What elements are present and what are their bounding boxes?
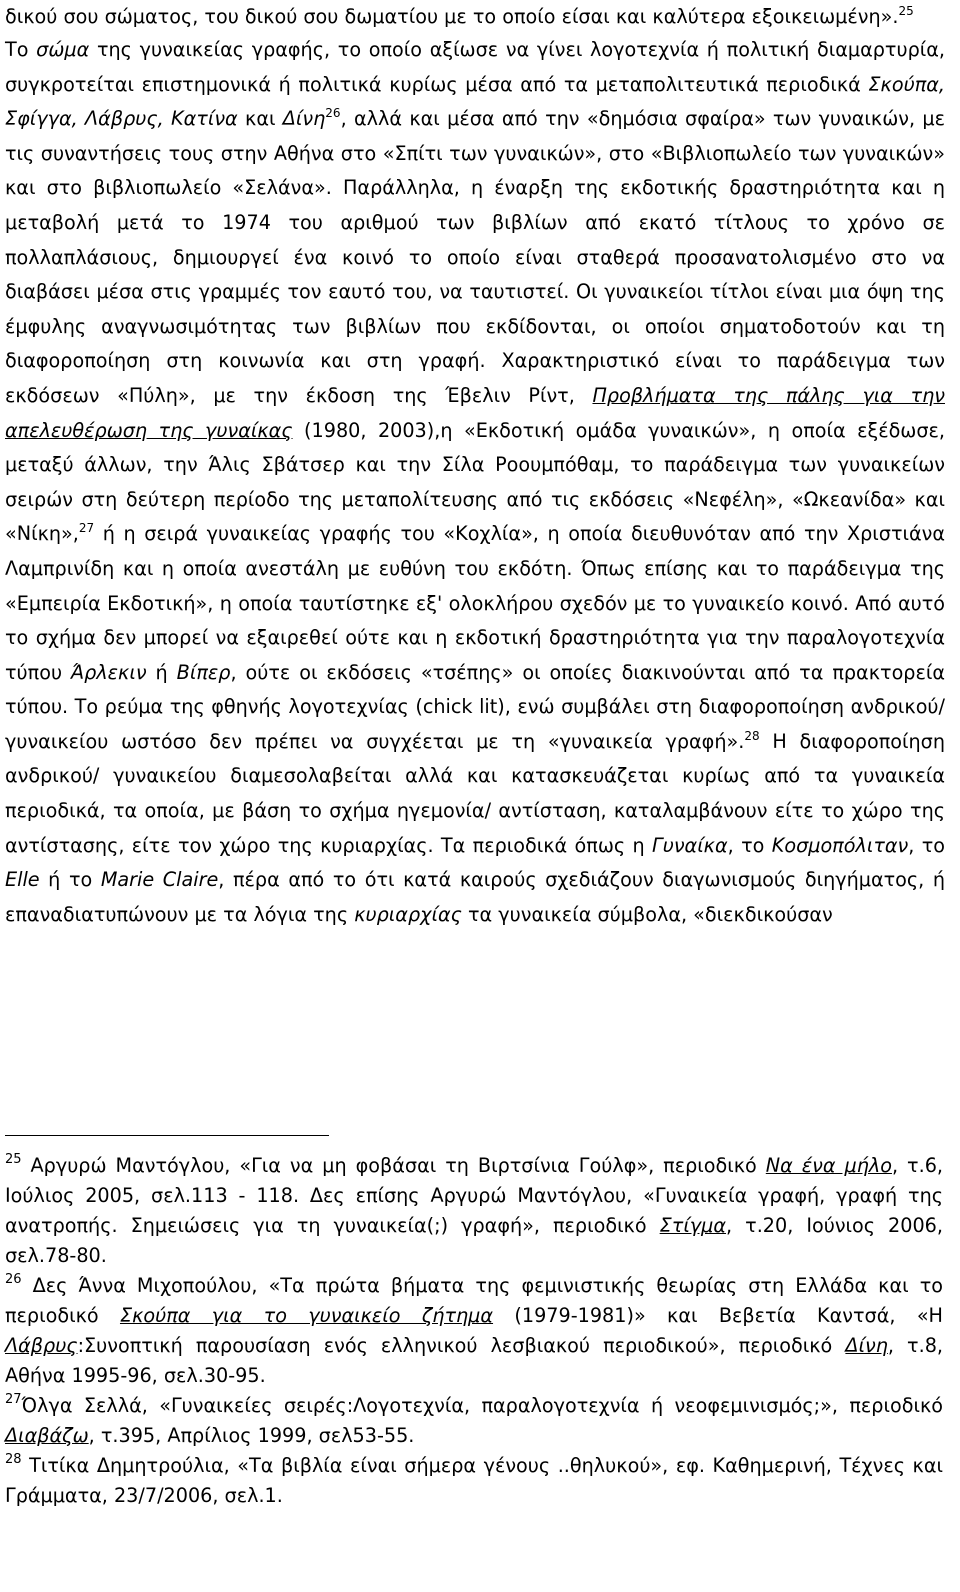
footnote-28 (5, 1451, 943, 1511)
text-run: της γυναικείας γραφής, το οποίο αξίωσε να γίνει λογοτεχνία ή πολιτική διαμαρτυρία, συγκροτείται επιστημονικά ή πολιτικά κυρίως μέσα από τα μεταπολιτευτικά περιοδικά (5, 38, 945, 96)
magazine-title: Σκούπα για το γυναικείο ζήτημα (119, 1304, 494, 1327)
magazine-title: Διαβάζω (5, 1424, 89, 1447)
footnotes (5, 1151, 943, 1511)
series-arlekin: Άρλεκιν (71, 660, 147, 684)
magazine-marie-claire: Marie Claire (100, 868, 219, 892)
text-run: , τ.6, Ιούλιος 2005, σελ.113 - 118. Δες επίσης Αργυρώ Μαντόγλου, «Γυναικεία γραφή, γραφή της ανατροπής. Σημειώσεις για τη γυναικεία(;) γραφή», περιοδικό (5, 1154, 944, 1237)
document-page (5, 0, 945, 932)
text-run: , τ.8, Αθήνα 1995-96, σελ.30-95. (5, 1334, 943, 1387)
text-run: , το (908, 833, 945, 857)
magazine-elle: Elle (5, 868, 40, 892)
text-run: Η διαφοροποίηση ανδρικού/ γυναικείου διαμεσολαβείται αλλά και κατασκευάζεται κυρίως από τα γυναικεία περιοδικά, τα οποία, με βάση το σχήμα ηγεμονία/ αντίσταση, καταλαμβάνουν είτε το χώρο της αντίστασης, είτε τον χώρο της κυριαρχίας. Τα περιοδικά όπως η (5, 729, 945, 857)
text-run: , πέρα από το ότι κατά καιρούς σχεδιάζουν διαγωνισμούς διηγήματος, ή επαναδιατυπώνουν με τα λόγια της (5, 868, 946, 926)
footnote-25 (5, 1151, 943, 1271)
text-run: , τ.395, Απρίλιος 1999, σελ53-55. (88, 1424, 415, 1447)
footnote-number: 25 (5, 1152, 22, 1167)
text-run: και (237, 107, 283, 131)
footnote-26 (5, 1271, 943, 1391)
magazine-title: Λάβρυς (5, 1334, 78, 1357)
text-run: ή (146, 660, 177, 684)
journal-dini: Δίνη (282, 107, 326, 131)
magazine-title: Στίγμα (659, 1214, 727, 1237)
text-run: (1979-1981)» και Βεβετία Καντσά, «Η (493, 1304, 943, 1327)
book-title: Προβλήματα της πάλης για την απελευθέρωση της γυναίκας (5, 383, 945, 442)
magazine-title: Δίνη (845, 1334, 888, 1357)
text-run: , τ.20, Ιούνιος 2006, σελ.78-80. (5, 1214, 943, 1267)
text-run: , ούτε οι εκδόσεις «τσέπης» οι οποίες διακινούνται από τα πρακτορεία τύπου. Το ρεύμα της φθηνής λογοτεχνίας (chick lit), ενώ συμβάλει στη διαφοροποίηση ανδρικού/ γυναικείου ωστόσο δεν πρέπει να συγχέεται με τη «γυναικεία γραφή». (5, 660, 945, 753)
footnote-27 (5, 1391, 943, 1451)
text-run: :Συνοπτική παρουσίαση ενός ελληνικού λεσβιακού περιοδικού», περιοδικό (77, 1334, 846, 1357)
text-run: Δες Άννα Μιχοπούλου, «Τα πρώτα βήματα της φεμινιστικής θεωρίας στη Ελλάδα και το περιοδικό (5, 1274, 943, 1327)
text-run: , αλλά και μέσα από την «δημόσια σφαίρα» των γυναικών, με τις συναντήσεις τους στην Αθήνα στο «Σπίτι των γυναικών», στο «Βιβλιοπωλείο των γυναικών» και στο βιβλιοπωλείο «Σελάνα». Παράλληλα, η έναρξη της εκδοτικής δραστηριότητα και η μεταβολή μετά το 1974 του αριθμού των βιβλίων από εκατό τίτλους το χρόνο σε πολλαπλάσιους, δημιουργεί ένα κοινό το οποίο είναι σταθερά προσανατολισμένο στο να διαβάσει μέσα στις γραμμές τον εαυτό του, να ταυτιστεί. Οι γυναικείοι τίτλοι είναι μια όψη της έμφυλης αναγνωσιμότητας των βιβλίων που εκδίδονται, οι οποίοι σηματοδοτούν και τη διαφοροποίηση στη κοινωνία και στη γραφή. Χαρακτηριστικό είναι το παράδειγμα των εκδόσεων «Πύλη», με την έκδοση της Έβελιν Ρίντ, (5, 107, 945, 407)
paragraph-main (5, 33, 945, 932)
body-text (5, 0, 945, 932)
text-run: τα γυναικεία σύμβολα, «διεκδικούσαν (461, 902, 833, 926)
text-run: Το (5, 38, 37, 61)
footnote-ref-28: 28 (744, 728, 760, 743)
emphasis-soma: σώμα (36, 38, 90, 61)
text-run: Αργυρώ Μαντόγλου, «Για να μη φοβάσαι τη Βιρτσίνια Γούλφ», περιοδικό (21, 1154, 766, 1177)
footnote-divider (5, 1135, 329, 1136)
journal-names: Σκούπα, Σφίγγα, Λάβρυς, Κατίνα (5, 72, 945, 131)
text-run: Τιτίκα Δημητρούλια, «Τα βιβλία είναι σήμερα γένους ..θηλυκού», εφ. Καθημερινή, Τέχνες και Γράμματα, 23/7/2006, σελ.1. (5, 1454, 943, 1507)
text-run: , το (727, 833, 772, 857)
text-run: (1980, 2003),η «Εκδοτική ομάδα γυναικών», η οποία εξέδωσε, μεταξύ άλλων, την Άλις Σβάτσερ και την Σίλα Ροουμπόθαμ, το παράδειγμα των γυναικείων σειρών στη δεύτερη περίοδο της μεταπολίτευσης από τις εκδόσεις «Νεφέλη», «Ωκεανίδα» και «Νίκη», (5, 418, 946, 546)
footnote-ref-26: 26 (325, 106, 341, 121)
footnote-number: 27 (5, 1392, 22, 1407)
text-run: ή η σειρά γυναικείας γραφής του «Κοχλία», η οποία διευθυνόταν από την Χριστιάνα Λαμπρινίδη και η οποία ανεστάλη με ευθύνη του εκδότη. Όπως επίσης και το παράδειγμα της «Εμπειρία Εκδοτική», η οποία ταυτίστηκε εξ' ολοκλήρου σχεδόν με το γυναικείο κοινό. Από αυτό το σχήμα δεν μπορεί να εξαιρεθεί ούτε και η εκδοτική δραστηριότητα για την παραλογοτεχνία τύπου (5, 522, 945, 684)
magazine-title: Να ένα μήλο (765, 1154, 892, 1177)
emphasis-kyriarchias: κυριαρχίας (354, 902, 462, 926)
footnote-ref-25: 25 (898, 4, 914, 18)
magazine-cosmopolitan: Κοσμοπόλιταν (771, 833, 909, 857)
footnote-number: 28 (5, 1452, 22, 1467)
text-run: Όλγα Σελλά, «Γυναικείες σειρές:Λογοτεχνία, παραλογοτεχνία ή νεοφεμινισμός;», περιοδικό (21, 1394, 943, 1417)
paragraph-continuation (5, 0, 945, 33)
footnote-ref-27: 27 (78, 521, 95, 536)
series-viper: Βίπερ (176, 660, 231, 684)
footnote-number: 26 (5, 1272, 22, 1287)
magazine-gynaika: Γυναίκα (652, 833, 728, 857)
text-run: ή το (39, 868, 101, 892)
text-run: δικού σου σώματος, του δικού σου δωματίου με το οποίο είσαι και καλύτερα εξοικειωμένη». (5, 5, 899, 28)
